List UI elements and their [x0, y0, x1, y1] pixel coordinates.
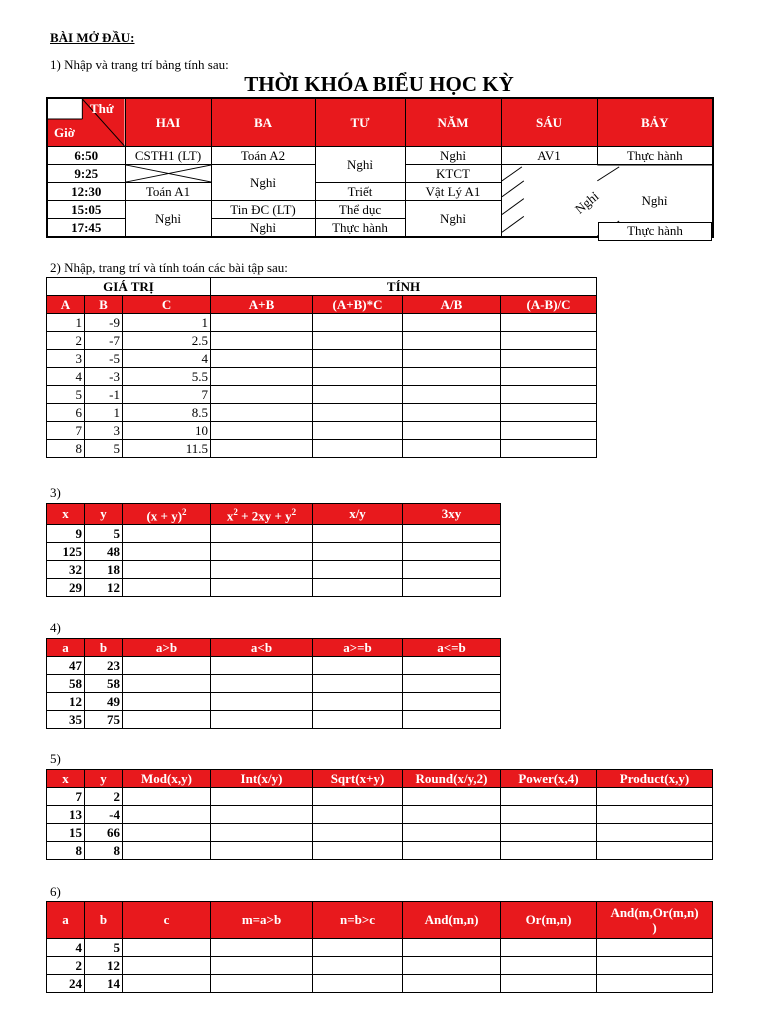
empty-result-cell	[403, 422, 501, 440]
col-header: A+B	[211, 296, 313, 314]
table-row	[47, 350, 597, 368]
empty-result-cell	[211, 561, 313, 579]
col-header: b	[85, 639, 123, 657]
class-cell: Nghỉ	[315, 147, 405, 183]
value-cell: 2.5	[123, 332, 211, 350]
table-row	[47, 579, 501, 597]
day-header-hai: HAI	[125, 98, 211, 147]
empty-result-cell	[403, 788, 501, 806]
empty-result-cell	[313, 957, 403, 975]
value-cell: 2	[85, 788, 123, 806]
empty-result-cell	[211, 939, 313, 957]
empty-result-cell	[313, 314, 403, 332]
day-header-bay: BẢY	[597, 98, 713, 147]
value-cell: 5.5	[123, 368, 211, 386]
col-header: a<=b	[403, 639, 501, 657]
empty-result-cell	[501, 788, 597, 806]
empty-result-cell	[313, 440, 403, 458]
empty-result-cell	[313, 525, 403, 543]
table-row	[47, 657, 501, 675]
table-row	[47, 422, 597, 440]
empty-result-cell	[211, 525, 313, 543]
value-cell: 9	[47, 525, 85, 543]
table-row	[47, 675, 501, 693]
col-header: n=b>c	[313, 902, 403, 939]
empty-result-cell	[597, 975, 713, 993]
table-row	[47, 842, 713, 860]
value-cell: -5	[85, 350, 123, 368]
value-cell: 4	[47, 939, 85, 957]
empty-result-cell	[123, 975, 211, 993]
value-cell: 3	[85, 422, 123, 440]
col-header: A/B	[403, 296, 501, 314]
ab-compare-table	[46, 638, 501, 729]
empty-result-cell	[313, 675, 403, 693]
empty-result-cell	[211, 368, 313, 386]
col-header: y	[85, 770, 123, 788]
corner-day-label: Thứ	[90, 101, 114, 116]
col-header: Sqrt(x+y)	[313, 770, 403, 788]
empty-result-cell	[313, 368, 403, 386]
empty-result-cell	[123, 711, 211, 729]
empty-result-cell	[501, 314, 597, 332]
corner-time-label: Giờ	[54, 125, 75, 140]
value-cell: 15	[47, 824, 85, 842]
empty-result-cell	[313, 422, 403, 440]
empty-result-cell	[403, 332, 501, 350]
value-cell: 24	[47, 975, 85, 993]
section1-label: 1) Nhập và trang trí bảng tính sau:	[50, 57, 229, 72]
empty-result-cell	[501, 957, 597, 975]
empty-result-cell	[211, 332, 313, 350]
value-cell: 1	[85, 404, 123, 422]
empty-result-cell	[123, 939, 211, 957]
empty-result-cell	[313, 543, 403, 561]
empty-result-cell	[403, 525, 501, 543]
page-heading: BÀI MỞ ĐẦU:	[50, 30, 135, 45]
class-cell: Thực hành	[597, 147, 713, 165]
timetable	[46, 97, 714, 238]
col-header-expansion: $x^2 + 2xy + y^2$	[211, 504, 313, 525]
col-header: (A-B)/C	[501, 296, 597, 314]
table-row	[47, 939, 713, 957]
col-header: And(m,n)	[403, 902, 501, 939]
col-header: Or(m,n)	[501, 902, 597, 939]
empty-result-cell	[123, 806, 211, 824]
empty-result-cell	[123, 693, 211, 711]
col-header: Power(x,4)	[501, 770, 597, 788]
col-header: x/y	[313, 504, 403, 525]
value-cell: 1	[123, 314, 211, 332]
value-cell: 32	[47, 561, 85, 579]
value-cell: 23	[85, 657, 123, 675]
empty-result-cell	[313, 842, 403, 860]
empty-result-cell	[211, 975, 313, 993]
empty-result-cell	[313, 561, 403, 579]
value-cell: -4	[85, 806, 123, 824]
value-cell: 75	[85, 711, 123, 729]
logic-table	[46, 901, 713, 993]
empty-result-cell	[501, 824, 597, 842]
timetable-corner-cell	[47, 98, 125, 147]
class-cell: Nghỉ	[211, 165, 315, 201]
empty-result-cell	[123, 657, 211, 675]
empty-result-cell	[211, 404, 313, 422]
col-header: a	[47, 639, 85, 657]
class-cell: KTCT	[405, 165, 501, 183]
value-cell: 18	[85, 561, 123, 579]
empty-result-cell	[313, 693, 403, 711]
value-cell: -7	[85, 332, 123, 350]
table-row	[47, 525, 501, 543]
empty-result-cell	[403, 675, 501, 693]
empty-result-cell	[211, 314, 313, 332]
empty-result-cell	[403, 842, 501, 860]
table-row	[47, 693, 501, 711]
value-cell: 7	[123, 386, 211, 404]
value-cell: 2	[47, 957, 85, 975]
empty-result-cell	[313, 386, 403, 404]
col-header: a<b	[211, 639, 313, 657]
empty-result-cell	[123, 842, 211, 860]
class-cell: Toán A2	[211, 147, 315, 165]
empty-result-cell	[403, 824, 501, 842]
class-cell: AV1	[501, 147, 597, 165]
value-cell: 47	[47, 657, 85, 675]
col-header: (A+B)*C	[313, 296, 403, 314]
group-header-values: GIÁ TRỊ	[47, 278, 211, 296]
empty-result-cell	[211, 788, 313, 806]
empty-result-cell	[313, 332, 403, 350]
empty-result-cell	[403, 957, 501, 975]
value-cell: 10	[123, 422, 211, 440]
time-cell: 17:45	[47, 219, 125, 238]
day-header-nam: NĂM	[405, 98, 501, 147]
empty-result-cell	[597, 824, 713, 842]
table-row	[47, 788, 713, 806]
empty-result-cell	[123, 543, 211, 561]
empty-result-cell	[501, 422, 597, 440]
class-cell: Tin ĐC (LT)	[211, 201, 315, 219]
empty-result-cell	[403, 939, 501, 957]
empty-result-cell	[211, 386, 313, 404]
empty-result-cell	[123, 675, 211, 693]
empty-result-cell	[501, 975, 597, 993]
value-cell: 14	[85, 975, 123, 993]
value-cell: 8	[47, 842, 85, 860]
col-header-nested-and: And(m,Or(m,n) )	[597, 902, 713, 939]
empty-result-cell	[123, 788, 211, 806]
class-cell: Nghỉ	[405, 147, 501, 165]
empty-result-cell	[403, 404, 501, 422]
functions-table	[46, 769, 713, 860]
empty-result-cell	[403, 386, 501, 404]
empty-result-cell	[211, 824, 313, 842]
value-cell: 5	[85, 440, 123, 458]
empty-result-cell	[403, 368, 501, 386]
empty-result-cell	[313, 975, 403, 993]
time-cell: 12:30	[47, 183, 125, 201]
class-cell: Thực hành	[598, 222, 712, 241]
empty-result-cell	[501, 806, 597, 824]
value-cell: 4	[47, 368, 85, 386]
empty-result-cell	[211, 543, 313, 561]
section6-label: 6)	[50, 884, 61, 899]
value-cell: 5	[85, 525, 123, 543]
empty-result-cell	[501, 404, 597, 422]
value-cell: 48	[85, 543, 123, 561]
value-cell: 35	[47, 711, 85, 729]
day-header-tu: TƯ	[315, 98, 405, 147]
table-row	[47, 368, 597, 386]
empty-result-cell	[211, 711, 313, 729]
col-header: y	[85, 504, 123, 525]
empty-result-cell	[501, 332, 597, 350]
empty-result-cell	[597, 939, 713, 957]
empty-result-cell	[403, 561, 501, 579]
empty-result-cell	[211, 657, 313, 675]
empty-result-cell	[403, 657, 501, 675]
class-cell: Thực hành	[315, 219, 405, 238]
table-row	[47, 711, 501, 729]
class-cell: Vật Lý A1	[405, 183, 501, 201]
empty-result-cell	[313, 657, 403, 675]
empty-result-cell	[313, 711, 403, 729]
value-cell: 8	[85, 842, 123, 860]
value-cell: 29	[47, 579, 85, 597]
value-cell: 12	[85, 957, 123, 975]
value-cell: 1	[47, 314, 85, 332]
group-header-compute: TÍNH	[211, 278, 597, 296]
col-header: x	[47, 504, 85, 525]
empty-result-cell	[313, 404, 403, 422]
empty-result-cell	[211, 693, 313, 711]
break-label-sau: Nghỉ	[571, 188, 601, 217]
value-cell: 7	[47, 788, 85, 806]
empty-result-cell	[123, 525, 211, 543]
table-row	[47, 314, 597, 332]
col-header: b	[85, 902, 123, 939]
col-header: a>=b	[313, 639, 403, 657]
table-row	[47, 440, 597, 458]
empty-result-cell	[313, 939, 403, 957]
empty-result-cell	[403, 579, 501, 597]
empty-result-cell	[501, 842, 597, 860]
value-cell: 4	[123, 350, 211, 368]
value-cell: 125	[47, 543, 85, 561]
col-header: Mod(x,y)	[123, 770, 211, 788]
empty-result-cell	[403, 440, 501, 458]
value-cell: 5	[85, 939, 123, 957]
value-cell: 2	[47, 332, 85, 350]
empty-result-cell	[313, 579, 403, 597]
table-row	[47, 824, 713, 842]
empty-result-cell	[211, 842, 313, 860]
value-cell: 58	[85, 675, 123, 693]
empty-result-cell	[597, 806, 713, 824]
empty-result-cell	[123, 579, 211, 597]
table-row	[47, 386, 597, 404]
value-cell: 12	[47, 693, 85, 711]
empty-result-cell	[313, 806, 403, 824]
empty-result-cell	[211, 440, 313, 458]
empty-result-cell	[211, 350, 313, 368]
table-row	[47, 957, 713, 975]
section3-label: 3)	[50, 485, 61, 500]
timetable-title: THỜI KHÓA BIỂU HỌC KỲ	[244, 72, 514, 96]
table-row	[47, 975, 713, 993]
table-row	[47, 332, 597, 350]
empty-result-cell	[211, 806, 313, 824]
col-header: a	[47, 902, 85, 939]
class-cell: Nghỉ	[405, 201, 501, 238]
empty-result-cell	[501, 386, 597, 404]
value-cell: -3	[85, 368, 123, 386]
class-cell: Thể dục	[315, 201, 405, 219]
value-cell: 7	[47, 422, 85, 440]
col-header: Int(x/y)	[211, 770, 313, 788]
section4-label: 4)	[50, 620, 61, 635]
empty-result-cell	[403, 711, 501, 729]
empty-result-cell	[313, 350, 403, 368]
col-header: A	[47, 296, 85, 314]
break-label-bay: Nghỉ	[641, 193, 668, 208]
value-cell: 3	[47, 350, 85, 368]
empty-result-cell	[597, 842, 713, 860]
day-header-ba: BA	[211, 98, 315, 147]
empty-result-cell	[211, 579, 313, 597]
empty-result-cell	[403, 693, 501, 711]
empty-result-cell	[211, 675, 313, 693]
time-cell: 6:50	[47, 147, 125, 165]
empty-result-cell	[403, 806, 501, 824]
empty-result-cell	[403, 975, 501, 993]
values-table	[46, 277, 597, 458]
table-row	[47, 543, 501, 561]
value-cell: 6	[47, 404, 85, 422]
empty-result-cell	[313, 824, 403, 842]
section2-label: 2) Nhập, trang trí và tính toán các bài tập sau:	[50, 260, 288, 275]
value-cell: 13	[47, 806, 85, 824]
empty-result-cell	[501, 350, 597, 368]
empty-result-cell	[123, 957, 211, 975]
value-cell: 58	[47, 675, 85, 693]
value-cell: 11.5	[123, 440, 211, 458]
col-header: Round(x/y,2)	[403, 770, 501, 788]
empty-result-cell	[501, 368, 597, 386]
empty-result-cell	[501, 440, 597, 458]
value-cell: 8.5	[123, 404, 211, 422]
value-cell: -1	[85, 386, 123, 404]
class-cell: Triết	[315, 183, 405, 201]
table-row	[47, 806, 713, 824]
cross-lines	[126, 165, 211, 182]
crossed-empty-cell	[125, 165, 211, 183]
value-cell: 5	[47, 386, 85, 404]
empty-result-cell	[211, 957, 313, 975]
empty-result-cell	[403, 543, 501, 561]
col-header: x	[47, 770, 85, 788]
col-header: 3xy	[403, 504, 501, 525]
day-header-sau: SÁU	[501, 98, 597, 147]
col-header: C	[123, 296, 211, 314]
empty-result-cell	[597, 957, 713, 975]
empty-result-cell	[597, 788, 713, 806]
class-cell: CSTH1 (LT)	[125, 147, 211, 165]
section5-label: 5)	[50, 751, 61, 766]
col-header: Product(x,y)	[597, 770, 713, 788]
time-cell: 9:25	[47, 165, 125, 183]
empty-result-cell	[313, 788, 403, 806]
value-cell: -9	[85, 314, 123, 332]
value-cell: 66	[85, 824, 123, 842]
empty-result-cell	[501, 939, 597, 957]
xy-table	[46, 503, 501, 597]
empty-result-cell	[123, 824, 211, 842]
class-cell: Nghỉ	[211, 219, 315, 238]
value-cell: 8	[47, 440, 85, 458]
col-header: m=a>b	[211, 902, 313, 939]
empty-result-cell	[403, 350, 501, 368]
class-cell: Nghỉ	[125, 201, 211, 238]
col-header-sum-squared: $(x + y)^2$	[123, 504, 211, 525]
table-row	[47, 404, 597, 422]
empty-result-cell	[211, 422, 313, 440]
col-header: a>b	[123, 639, 211, 657]
table-row	[47, 561, 501, 579]
class-cell: Toán A1	[125, 183, 211, 201]
value-cell: 49	[85, 693, 123, 711]
empty-result-cell	[123, 561, 211, 579]
value-cell: 12	[85, 579, 123, 597]
col-header: B	[85, 296, 123, 314]
col-header: c	[123, 902, 211, 939]
time-cell: 15:05	[47, 201, 125, 219]
empty-result-cell	[403, 314, 501, 332]
